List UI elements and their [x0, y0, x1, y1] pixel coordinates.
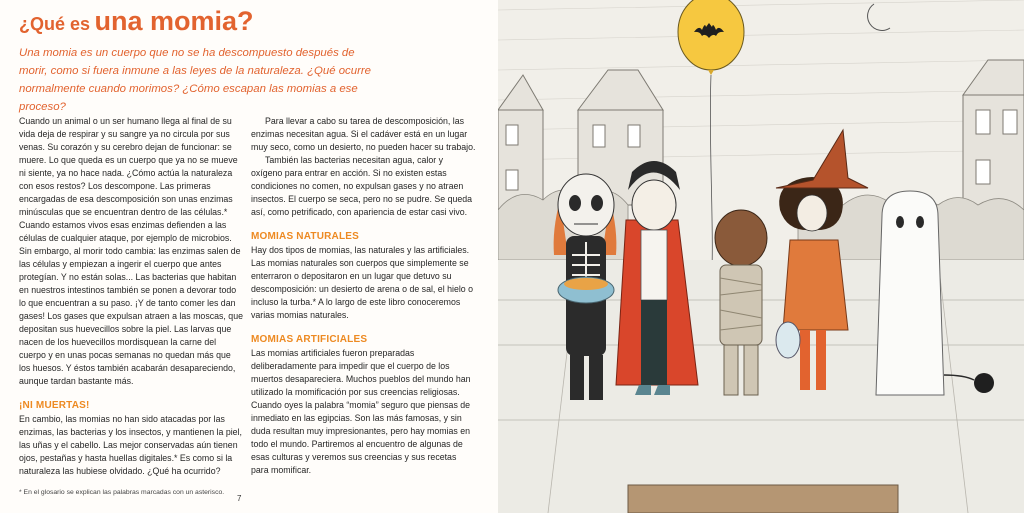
ball-and-chain-icon: [974, 373, 994, 393]
title-prefix: ¿Qué es: [19, 14, 91, 34]
paragraph: También las bacterias necesitan agua, calor y oxígeno para entrar en acción. Si no existen estas condiciones no comen, no expulsan gases y no atraen insectos. El cuerpo se seca, pero no se pudre. Se queda así, como petrificado, con apariencia de estar casi vivo.: [251, 155, 473, 217]
intro-text: Una momia es un cuerpo que no se ha descompuesto después de morir, como si fuera inmune a las leyes de la naturaleza. ¿Qué ocurre normalmente cuando morimos? ¿Cómo escapan las momias a ese proceso?: [19, 47, 372, 113]
column-right: [251, 115, 476, 477]
paragraph: En cambio, las momias no han sido atacadas por las enzimas, las bacterias y los insectos, y mantienen la piel, las uñas y el cabello. Las mejor conservadas aún tienen ojos, pestañas y hasta huellas digitales.* Es como si la naturaleza las hubiese olvidado. ¿Qué ha ocurrido?: [19, 414, 242, 476]
moon-icon: [868, 4, 890, 30]
page-number: 7: [237, 494, 242, 503]
illustration-page: [498, 0, 1024, 513]
heading-momias-naturales: MOMIAS NATURALES: [251, 231, 360, 242]
heading-momias-artificiales: MOMIAS ARTIFICIALES: [251, 334, 368, 345]
paragraph: Para llevar a cabo su tarea de descomposición, las enzimas necesitan agua. Si el cadáver está en un lugar muy seco, como un desierto, no pueden hacer su trabajo.: [251, 116, 476, 152]
doormat: [628, 485, 898, 513]
house-right: [963, 60, 1024, 210]
paragraph: Las momias artificiales fueron preparadas deliberadamente para impedir que el cuerpo de los muertos desapareciera. Muchos pueblos del mundo han utilizado la momificación por sus creencias religiosas. Cuando oyes la palabra “momia” seguro que piensas de inmediato en las egipcias. Son las más famosas, y sin duda resultan muy impresionantes, pero hay momias en todo el mundo. Partiremos al encuentro de algunas de esas culturas y veremos sus creencias y sus recetas para momificar.: [251, 348, 471, 475]
column-left: [19, 115, 244, 478]
title-main: una momia?: [94, 6, 254, 36]
heading-ni-muertas: ¡NI MUERTAS!: [19, 400, 90, 411]
footnote: * En el glosario se explican las palabras marcadas con un asterisco.: [19, 489, 225, 496]
sky-hatching: [498, 0, 1024, 160]
paragraph: Cuando un animal o un ser humano llega al final de su vida deja de respirar y su sangre ya no circula por sus venas. Su corazón y su cerebro dejan de funcionar: se muere. Lo que queda es un cuerpo que ya no se mueve ni siente, ya no hace nada. ¿Cómo actúa la naturaleza con esos restos? Los descompone. Las primeras encargadas de esa descomposición son unas enzimas minúsculas que se encuentran dentro de las células.* Cuando estamos vivos esas enzimas defienden a las células de cualquier ataque, por ejemplo de microbios. Sin embargo, al morir todo cambia: las enzimas salen de las células y empiezan a ingerir el cuerpo que antes protegían. Y no están solas... Las bacterias que habitan en nuestros intestinos también se ponen a devorar todo lo que encuentran a su paso. ¡Y de tanto comer les dan gases! Los gases que expulsan atraen a las moscas, que depositan sus huevecillos sobre la piel. Las larvas que nacen de los huevecillos mordisquean la carne del cuerpo y en unas pocas semanas no quedan más que los huesos. Y éstos también acabarán desapareciendo, aunque tardan bastante más.: [19, 116, 243, 386]
paragraph: Hay dos tipos de momias, las naturales y las artificiales. Las momias naturales son cuerpos que simplemente se enterraron o depositaron en un lugar que detuvo su descomposición: un desierto de arena o de sal, el hielo o incluso la turba.* A lo largo de este libro conoceremos varias momias naturales.: [251, 245, 474, 320]
halloween-kids-illustration: [498, 0, 1024, 513]
text-page: [0, 0, 498, 513]
page-title: [19, 6, 254, 37]
house-left: [498, 75, 543, 210]
